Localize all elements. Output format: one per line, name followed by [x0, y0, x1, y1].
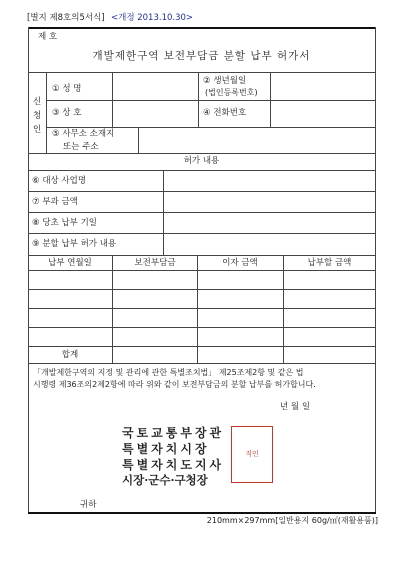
authority-2: 특별자치시장	[122, 442, 210, 456]
applicant-side-label-1: 신	[33, 97, 42, 107]
statement-line-2: 시행령 제36조의2제2항에 따라 위와 같이 보전부담금의 분할 납부를 허가합니다.	[33, 380, 316, 389]
applicant-side-label-2: 청	[33, 111, 42, 121]
original-due-date-field[interactable]	[164, 213, 374, 232]
permit-content-heading: 허가 내용	[183, 156, 220, 166]
business-name-label: ⑥ 대상 사업명	[32, 176, 87, 186]
original-due-date-label: ⑧ 당초 납부 기일	[32, 218, 97, 228]
table-header-payment-date: 납부 연월일	[48, 258, 92, 268]
document-title: 개발제한구역 보전부담금 분할 납부 허가서	[92, 50, 311, 62]
birth-value-field[interactable]	[271, 74, 374, 99]
recipient-label: 귀하	[80, 500, 97, 510]
name-label: ① 성 명	[52, 84, 82, 94]
paper-size-footer: 210mm×297mm[일반용지 60g/㎡(재활용품)]	[206, 516, 378, 525]
installment-content-field[interactable]	[164, 234, 374, 254]
revision-date-label: <개정 2013.10.30>	[111, 13, 194, 23]
table-header-preservation-levy: 보전부담금	[134, 258, 176, 268]
birth-date-label: ② 생년월일	[203, 76, 247, 86]
issue-date-label: 년 월 일	[280, 402, 311, 412]
phone-value-field[interactable]	[271, 101, 374, 126]
official-seal-box	[231, 426, 273, 483]
levy-amount-label: ⑦ 부과 금액	[32, 197, 78, 207]
corporate-number-label: (법인등록번호)	[205, 88, 258, 97]
installment-content-label: ⑨ 분할 납부 허가 내용	[32, 239, 117, 249]
seal-label: 직인	[245, 450, 259, 458]
trade-name-value-field[interactable]	[113, 101, 197, 126]
phone-label: ④ 전화번호	[203, 108, 247, 118]
applicant-side-label-3: 인	[33, 125, 42, 135]
business-name-field[interactable]	[164, 171, 374, 190]
office-address-label-1: ⑤ 사무소 소재지	[52, 129, 115, 139]
authority-4: 시장·군수·구청장	[122, 473, 208, 487]
name-value-field[interactable]	[113, 74, 197, 99]
table-header-interest-amount: 이자 금액	[222, 258, 258, 268]
office-address-value-field[interactable]	[139, 128, 374, 152]
levy-amount-field[interactable]	[164, 192, 374, 211]
form-number-label: [별지 제8호의5서식]	[27, 13, 105, 23]
table-total-label: 합계	[61, 350, 79, 360]
table-header-amount-payable: 납부할 금액	[307, 258, 352, 268]
authority-1: 국토교통부장관	[122, 426, 225, 440]
authority-3: 특별자치도지사	[122, 458, 225, 472]
trade-name-label: ③ 상 호	[52, 108, 82, 118]
document-number-label: 제 호	[38, 32, 58, 42]
statement-line-1: 「개발제한구역의 지정 및 관리에 관한 특별조치법」 제25조제2항 및 같은 법	[33, 368, 304, 377]
office-address-label-2: 또는 주소	[63, 142, 99, 152]
